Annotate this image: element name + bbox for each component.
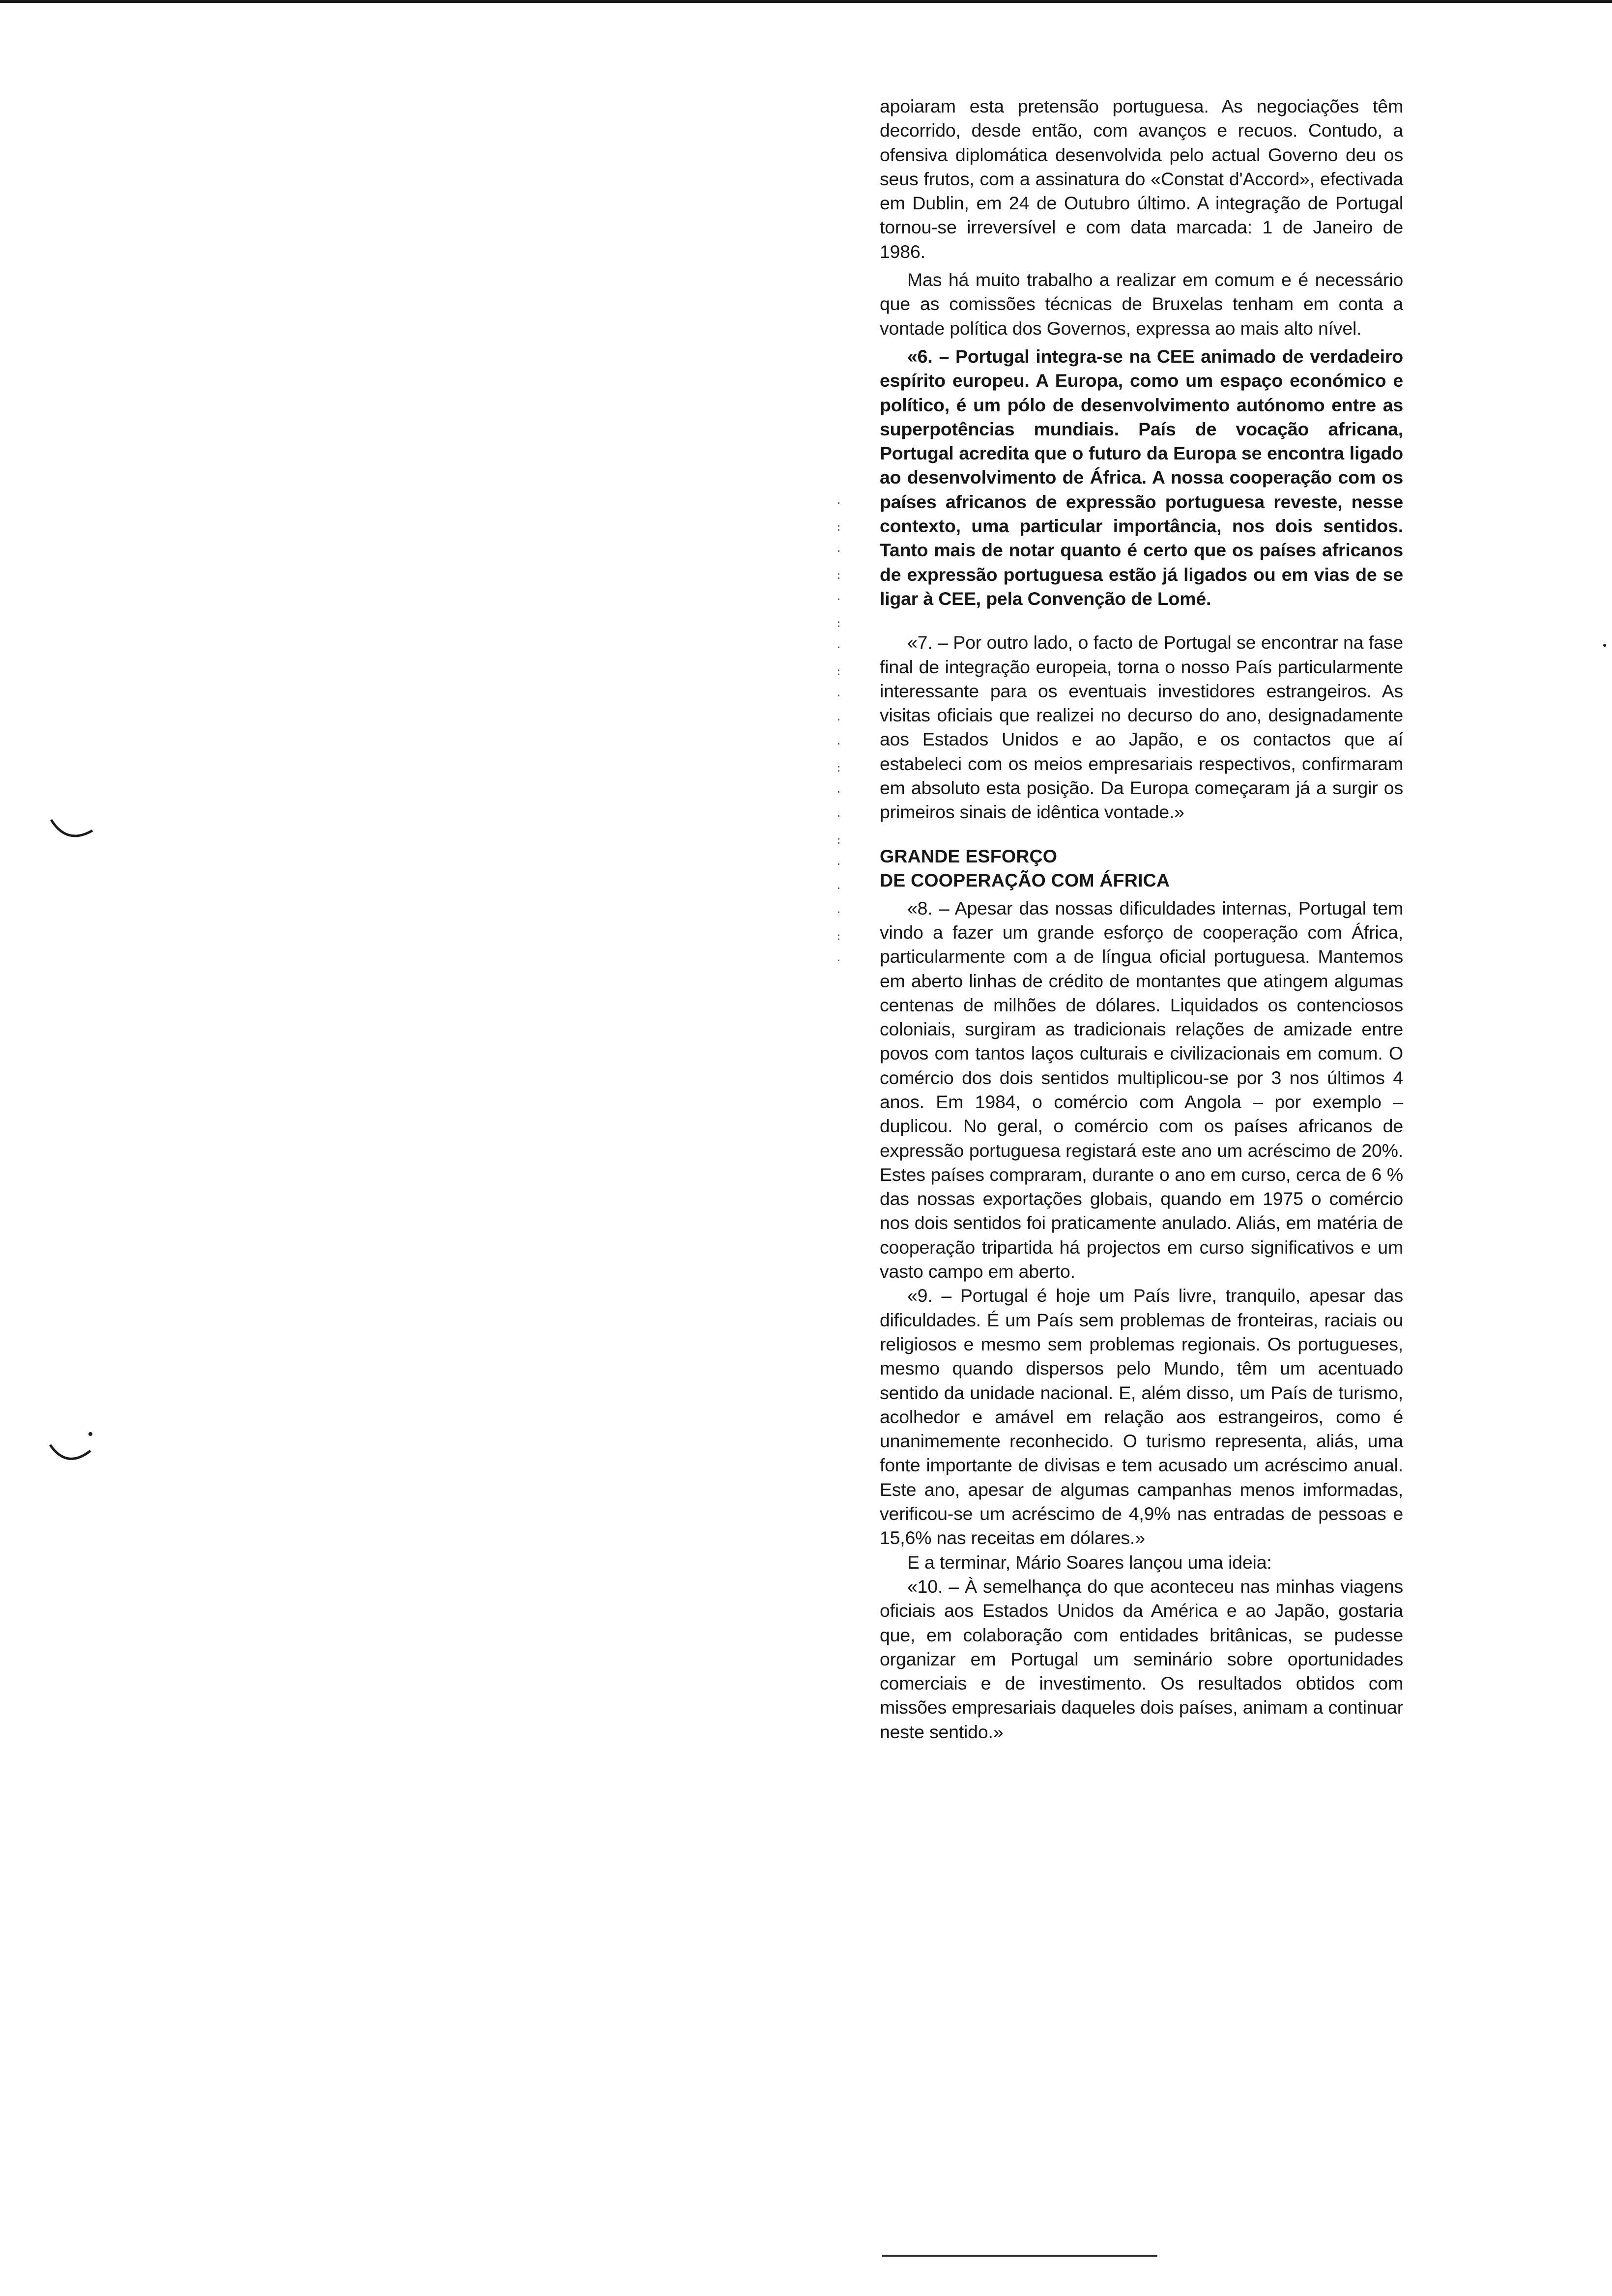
paragraph-point-10: «10. – À semelhança do que aconteceu nas minhas viagens oficiais aos Estados Unidos da América e ao Japão, gostaria que, em colaboração com entidades britânicas, se pudesse organizar em Portugal um seminário sobre oportunidades comerciais e de investimento. Os resultados obtidos com missões empresariais daqueles dois países, animam a continuar neste sentido.» (880, 1576, 1403, 1742)
left-column-speckle: · : · : · : · : · · · : · · : · · · : · (835, 497, 846, 967)
paragraph-negotiations: apoiaram esta pretensão portuguesa. As negociações têm decorrido, desde então, com avanços e recuos. Contudo, a ofensiva diplomática desenvolvida pelo actual Governo deu os seus frutos, com a assinatura do «Constat d'Accord», efectivada em Dublin, em 24 de Outubro último. A integração de Portugal tornou-se irreversível e com data marcada: 1 de Janeiro de 1986. (880, 96, 1403, 262)
article-column (880, 94, 1403, 1744)
paragraph-point-6: «6. – Portugal integra-se na CEE animado de verdadeiro espírito europeu. A Europa, como um espaço económico e político, é um pólo de desenvolvimento autónomo entre as superpotências mundiais. País de vocação africana, Portugal acredita que o futuro da Europa se encontra ligado ao desenvolvimento de África. A nossa cooperação com os países africanos de expressão portuguesa reveste, nesse contexto, uma particular importância, nos dois sentidos. Tanto mais de notar quanto é certo que os países africanos de expressão portuguesa estão já ligados ou em vias de se ligar à CEE, pela Convenção de Lomé. (880, 345, 1403, 609)
binding-mark-top (47, 816, 96, 855)
article-end-rule (882, 2255, 1157, 2257)
right-margin-speck (1603, 644, 1606, 647)
paragraph-closing-intro: E a terminar, Mário Soares lançou uma ideia: (907, 1551, 1272, 1573)
paragraph-brussels: Mas há muito trabalho a realizar em comum e é necessário que as comissões técnicas de Bruxelas tenham em conta a vontade política dos Governos, expressa ao mais alto nível. (880, 269, 1403, 339)
section-heading-line-1: GRANDE ESFORÇO (880, 845, 1058, 866)
binding-mark-bottom (47, 1425, 96, 1469)
paragraph-point-8: «8. – Apesar das nossas dificuldades internas, Portugal tem vindo a fazer um grande esforço de cooperação com África, particularmente com a de língua oficial portuguesa. Mantemos em aberto linhas de crédito de montantes que atingem algumas centenas de milhões de dólares. Liquidados os contenciosos coloniais, surgiram as tradicionais relações de amizade entre povos com tantos laços culturais e civilizacionais em comum. O comércio dos dois sentidos multiplicou-se por 3 nos últimos 4 anos. Em 1984, o comércio com Angola – por exemplo – duplicou. No geral, o comércio com os países africanos de expressão portuguesa registará este ano um acréscimo de 20%. Estes países compraram, durante o ano em curso, cerca de 6 % das nossas exportações globais, quando em 1975 o comércio nos dois sentidos foi praticamente anulado. Aliás, em matéria de cooperação tripartida há projectos em curso significativos e um vasto campo em aberto. (880, 897, 1403, 1282)
page-top-rule (0, 0, 1612, 3)
paragraph-point-7: «7. – Por outro lado, o facto de Portugal se encontrar na fase final de integração europeia, torna o nosso País particularmente interessante para os eventuais investidores estrangeiros. As visitas oficiais que realizei no decurso do ano, designadamente aos Estados Unidos e ao Japão, e os contactos que aí estabeleci com os meios empresariais respectivos, confirmaram em absoluto esta posição. Da Europa começaram já a surgir os primeiros sinais de idêntica vontade.» (880, 632, 1403, 823)
paragraph-point-9: «9. – Portugal é hoje um País livre, tranquilo, apesar das dificuldades. É um País sem problemas de fronteiras, raciais ou religiosos e mesmo sem problemas regionais. Os portugueses, mesmo quando dispersos pelo Mundo, têm um acentuado sentido da unidade nacional. E, além disso, um País de turismo, acolhedor e amável em relação aos estrangeiros, como é unanimemente reconhecido. O turismo representa, aliás, uma fonte importante de divisas e tem acusado um acréscimo anual. Este ano, apesar de algumas campanhas menos imformadas, verificou-se um acréscimo de 4,9% nas entradas de pessoas e 15,6% nas receitas em dólares.» (880, 1285, 1403, 1549)
section-heading-line-2: DE COOPERAÇÃO COM ÁFRICA (880, 869, 1170, 890)
binding-dot (88, 1432, 92, 1436)
